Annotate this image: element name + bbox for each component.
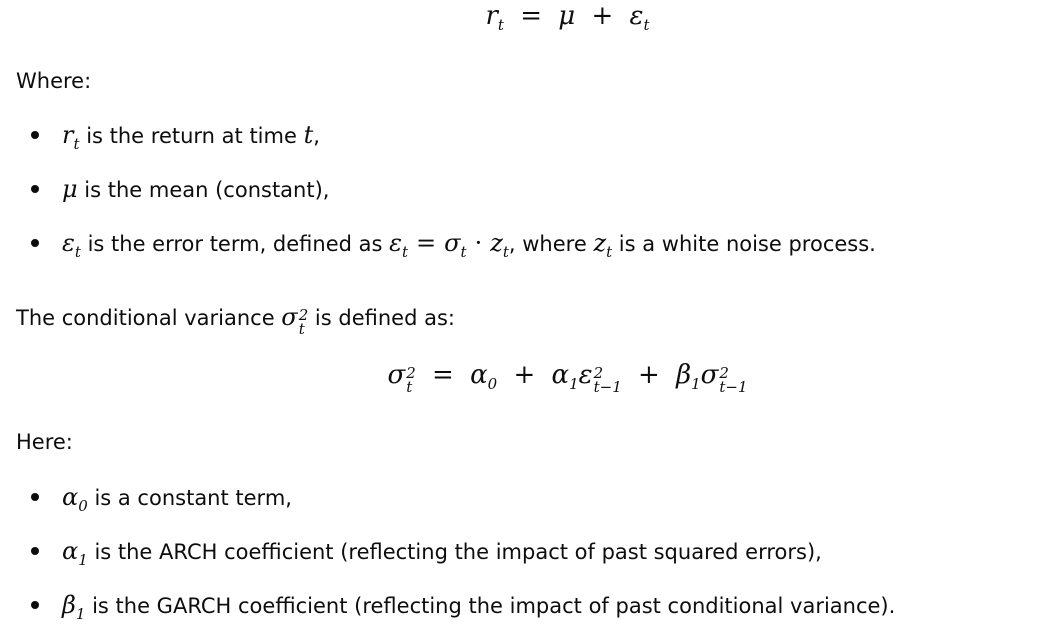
item-text: is the return at time [79,124,304,148]
garch-equation [42,360,1051,394]
bullet-icon [31,493,39,501]
z-symbol: $z_t$ [593,229,613,261]
here-label: Here: [16,430,73,454]
sigma-squared-lag: σ 2 t−1 [700,360,748,396]
item-text: is a white noise process. [612,232,876,256]
return-symbol: r [485,1,498,31]
item-text: is the ARCH coefficient (reflecting the impact of past squared errors), [87,540,822,564]
bullet-icon [31,131,39,139]
sigma-symbol: σ 2 t [281,303,309,338]
bullet-icon [31,239,39,247]
return-equation [42,1,1051,34]
epsilon-symbol: ε [629,1,644,31]
return-subscript: t [497,16,504,34]
beta1-symbol: $\beta_1$ [676,360,701,393]
bullet-icon [31,185,39,193]
list-item-beta1 [0,590,895,644]
item-text-end: , [313,124,320,148]
epsilon-subscript: t [643,16,650,34]
error-definition-formula: $\varepsilon_t = \sigma_t \cdot z_t$ [389,229,509,261]
alpha0-symbol: $\alpha_0$ [470,360,498,393]
mu-symbol: μ [558,1,576,31]
where-label: Where: [16,69,92,93]
equals-sign: = [520,1,543,31]
plus-sign: + [591,1,614,31]
sigma-symbol: σ 2 t [387,360,416,396]
item-text: is the mean (constant), [77,178,330,202]
return-symbol: $r_t$ [62,121,80,153]
time-symbol: t [303,121,314,149]
alpha0-symbol: $\alpha_0$ [62,483,88,515]
plus-sign: + [513,360,536,390]
equals-sign: = [432,360,454,390]
item-text: is the error term, defined as [80,232,390,256]
beta1-symbol: $\beta_1$ [62,591,86,623]
definitions-list [0,120,876,282]
variance-intro: The conditional variance σ 2 t is defined as: [16,303,455,338]
item-text: is a constant term, [87,486,292,510]
list-item-alpha1 [0,536,895,590]
bullet-icon [31,547,39,555]
list-item-error [0,228,876,282]
alpha1-symbol: $\alpha_1$ [551,360,579,393]
list-item-alpha0 [0,482,895,536]
bullet-icon [31,601,39,609]
mu-symbol: μ [62,175,78,203]
list-item-mean [0,174,876,228]
epsilon-symbol: $\varepsilon_t$ [62,229,81,261]
alpha1-symbol: $\alpha_1$ [62,537,88,569]
item-text: , where [508,232,594,256]
plus-sign: + [638,360,660,390]
parameters-list [0,482,895,644]
list-item-return [0,120,876,174]
item-text: is the GARCH coefficient (reflecting the impact of past conditional variance). [85,594,896,618]
epsilon-squared: ε 2 t−1 [578,360,622,396]
